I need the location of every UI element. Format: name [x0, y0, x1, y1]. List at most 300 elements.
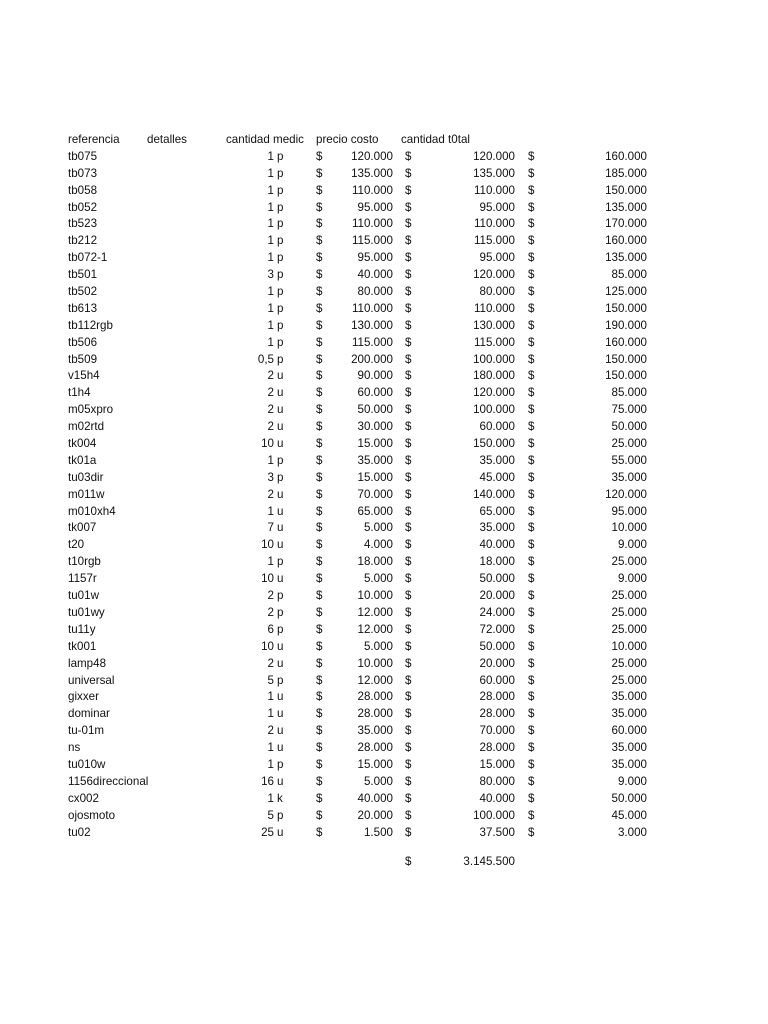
cell-currency-total: $ [405, 521, 412, 535]
cell-precio-venta: 25.000 [611, 673, 647, 687]
cell-referencia: t10rgb [68, 555, 101, 569]
cell-currency-costo: $ [316, 791, 323, 805]
cell-precio-costo: 130.000 [351, 318, 393, 332]
cell-referencia: tu01wy [68, 605, 105, 619]
table-row [0, 301, 768, 318]
cell-precio-costo: 5.000 [363, 521, 393, 535]
header-cantidad-medida: cantidad medic [226, 133, 304, 146]
cell-currency-venta: $ [528, 268, 535, 282]
cell-unidad: p [277, 589, 284, 603]
table-row [0, 571, 768, 588]
cell-currency-venta: $ [528, 352, 535, 366]
cell-referencia: tb523 [68, 217, 98, 231]
cell-unidad: u [277, 538, 284, 552]
cell-unidad: p [277, 335, 284, 349]
cell-referencia: ns [68, 741, 81, 755]
cell-currency-costo: $ [316, 504, 323, 518]
cell-referencia: dominar [68, 707, 110, 721]
cell-precio-costo: 90.000 [357, 369, 393, 383]
cell-cantidad: 2 [267, 724, 274, 738]
cell-currency-costo: $ [316, 757, 323, 771]
cell-precio-costo: 115.000 [351, 335, 393, 349]
cell-currency-venta: $ [528, 741, 535, 755]
cell-precio-venta: 170.000 [605, 217, 647, 231]
cell-currency-total: $ [405, 301, 412, 315]
grand-total-currency: $ [405, 855, 412, 868]
cell-precio-venta: 10.000 [611, 639, 647, 653]
cell-cantidad-total: 80.000 [479, 285, 515, 299]
cell-currency-total: $ [405, 639, 412, 653]
cell-currency-venta: $ [528, 285, 535, 299]
cell-cantidad: 1 [267, 453, 274, 467]
cell-cantidad-total: 28.000 [479, 707, 515, 721]
cell-precio-venta: 9.000 [617, 538, 647, 552]
table-row [0, 757, 768, 774]
cell-referencia: cx002 [68, 791, 99, 805]
cell-cantidad: 1 [267, 200, 274, 214]
cell-precio-costo: 110.000 [351, 183, 393, 197]
cell-currency-costo: $ [316, 166, 323, 180]
cell-referencia: tb075 [68, 149, 98, 163]
cell-referencia: tu010w [68, 757, 106, 771]
cell-currency-venta: $ [528, 724, 535, 738]
cell-currency-costo: $ [316, 487, 323, 501]
cell-precio-costo: 20.000 [357, 808, 393, 822]
cell-cantidad-total: 140.000 [473, 487, 515, 501]
cell-cantidad-total: 110.000 [473, 217, 515, 231]
cell-precio-venta: 9.000 [617, 774, 647, 788]
grand-total-value: 3.145.500 [463, 855, 515, 868]
cell-precio-costo: 120.000 [351, 149, 393, 163]
cell-currency-venta: $ [528, 555, 535, 569]
cell-cantidad: 2 [267, 487, 274, 501]
cell-precio-costo: 95.000 [357, 200, 393, 214]
cell-currency-total: $ [405, 572, 412, 586]
cell-currency-venta: $ [528, 572, 535, 586]
cell-unidad: u [277, 437, 284, 451]
cell-precio-venta: 160.000 [605, 234, 647, 248]
table-row [0, 250, 768, 267]
cell-referencia: t1h4 [68, 386, 91, 400]
cell-cantidad: 1 [267, 791, 274, 805]
cell-currency-venta: $ [528, 605, 535, 619]
cell-currency-venta: $ [528, 403, 535, 417]
table-row [0, 605, 768, 622]
cell-cantidad-total: 110.000 [473, 183, 515, 197]
cell-referencia: tb112rgb [68, 318, 113, 332]
cell-currency-total: $ [405, 808, 412, 822]
cell-precio-costo: 5.000 [363, 774, 393, 788]
cell-cantidad-total: 18.000 [479, 555, 515, 569]
cell-currency-venta: $ [528, 318, 535, 332]
cell-currency-venta: $ [528, 335, 535, 349]
cell-unidad: p [277, 318, 284, 332]
cell-precio-costo: 110.000 [351, 301, 393, 315]
table-row [0, 453, 768, 470]
cell-referencia: 1157r [68, 572, 97, 586]
cell-cantidad-total: 45.000 [479, 470, 515, 484]
table-row [0, 740, 768, 757]
cell-precio-costo: 40.000 [357, 268, 393, 282]
table-row [0, 368, 768, 385]
cell-currency-costo: $ [316, 724, 323, 738]
cell-cantidad-total: 35.000 [479, 453, 515, 467]
cell-currency-venta: $ [528, 386, 535, 400]
cell-unidad: p [277, 301, 284, 315]
table-row [0, 200, 768, 217]
cell-unidad: p [277, 352, 284, 366]
cell-unidad: u [277, 572, 284, 586]
table-row [0, 267, 768, 284]
cell-currency-venta: $ [528, 453, 535, 467]
cell-cantidad: 2 [267, 386, 274, 400]
cell-currency-costo: $ [316, 268, 323, 282]
table-row [0, 318, 768, 335]
cell-unidad: p [277, 622, 284, 636]
cell-currency-venta: $ [528, 200, 535, 214]
cell-currency-costo: $ [316, 251, 323, 265]
cell-currency-venta: $ [528, 589, 535, 603]
cell-unidad: p [277, 673, 284, 687]
table-row [0, 791, 768, 808]
cell-currency-costo: $ [316, 200, 323, 214]
cell-cantidad-total: 50.000 [479, 639, 515, 653]
cell-cantidad-total: 70.000 [479, 724, 515, 738]
cell-referencia: lamp48 [68, 656, 107, 670]
cell-referencia: ojosmoto [68, 808, 116, 822]
cell-cantidad-total: 40.000 [479, 538, 515, 552]
cell-currency-venta: $ [528, 757, 535, 771]
cell-currency-costo: $ [316, 369, 323, 383]
cell-referencia: m010xh4 [68, 504, 116, 518]
cell-cantidad: 1 [267, 504, 274, 518]
table-row [0, 656, 768, 673]
cell-precio-venta: 160.000 [605, 335, 647, 349]
cell-cantidad: 1 [267, 183, 274, 197]
cell-precio-costo: 10.000 [357, 589, 393, 603]
cell-currency-total: $ [405, 437, 412, 451]
cell-referencia: tb072-1 [68, 251, 108, 265]
cell-precio-venta: 135.000 [605, 251, 647, 265]
cell-currency-total: $ [405, 420, 412, 434]
cell-currency-costo: $ [316, 470, 323, 484]
cell-cantidad-total: 150.000 [473, 437, 515, 451]
cell-currency-total: $ [405, 690, 412, 704]
cell-unidad: u [277, 521, 284, 535]
cell-precio-venta: 190.000 [605, 318, 647, 332]
cell-precio-venta: 45.000 [611, 808, 647, 822]
cell-cantidad: 1 [267, 166, 274, 180]
cell-precio-venta: 60.000 [611, 724, 647, 738]
cell-unidad: p [277, 200, 284, 214]
cell-precio-costo: 30.000 [357, 420, 393, 434]
cell-currency-costo: $ [316, 149, 323, 163]
cell-currency-costo: $ [316, 285, 323, 299]
cell-unidad: u [277, 656, 284, 670]
cell-referencia: tk007 [68, 521, 97, 535]
cell-cantidad-total: 35.000 [479, 521, 515, 535]
cell-currency-total: $ [405, 673, 412, 687]
cell-currency-venta: $ [528, 217, 535, 231]
cell-precio-venta: 10.000 [611, 521, 647, 535]
cell-currency-venta: $ [528, 437, 535, 451]
cell-cantidad: 1 [267, 318, 274, 332]
cell-cantidad: 0,5 [257, 352, 274, 366]
cell-precio-costo: 35.000 [357, 453, 393, 467]
cell-unidad: u [277, 690, 284, 704]
cell-cantidad: 5 [267, 808, 274, 822]
cell-currency-venta: $ [528, 504, 535, 518]
cell-currency-costo: $ [316, 656, 323, 670]
cell-precio-venta: 3.000 [617, 825, 647, 839]
cell-cantidad: 1 [267, 555, 274, 569]
cell-currency-venta: $ [528, 656, 535, 670]
table-row [0, 723, 768, 740]
cell-cantidad: 3 [267, 268, 274, 282]
cell-precio-venta: 25.000 [611, 555, 647, 569]
cell-precio-venta: 25.000 [611, 622, 647, 636]
cell-precio-costo: 1.500 [363, 825, 393, 839]
cell-precio-venta: 35.000 [611, 707, 647, 721]
cell-precio-costo: 28.000 [357, 741, 393, 755]
cell-currency-venta: $ [528, 420, 535, 434]
cell-referencia: tb613 [68, 301, 98, 315]
cell-cantidad-total: 65.000 [479, 504, 515, 518]
cell-cantidad-total: 50.000 [479, 572, 515, 586]
cell-precio-venta: 150.000 [605, 183, 647, 197]
table-row [0, 673, 768, 690]
cell-currency-venta: $ [528, 622, 535, 636]
cell-currency-total: $ [405, 183, 412, 197]
cell-cantidad-total: 115.000 [473, 234, 515, 248]
cell-currency-venta: $ [528, 639, 535, 653]
cell-currency-total: $ [405, 791, 412, 805]
table-row [0, 436, 768, 453]
cell-currency-costo: $ [316, 555, 323, 569]
cell-unidad: p [277, 251, 284, 265]
cell-referencia: tk01a [68, 453, 97, 467]
cell-precio-costo: 35.000 [357, 724, 393, 738]
cell-currency-venta: $ [528, 774, 535, 788]
cell-cantidad: 1 [267, 707, 274, 721]
cell-currency-total: $ [405, 251, 412, 265]
cell-referencia: m05xpro [68, 403, 114, 417]
cell-cantidad: 6 [267, 622, 274, 636]
cell-referencia: tu03dir [68, 470, 104, 484]
cell-unidad: u [277, 724, 284, 738]
cell-precio-venta: 160.000 [605, 149, 647, 163]
cell-unidad: p [277, 757, 284, 771]
cell-precio-venta: 25.000 [611, 589, 647, 603]
cell-currency-costo: $ [316, 234, 323, 248]
cell-currency-costo: $ [316, 741, 323, 755]
cell-precio-venta: 25.000 [611, 605, 647, 619]
cell-cantidad-total: 95.000 [479, 251, 515, 265]
cell-currency-total: $ [405, 757, 412, 771]
cell-precio-venta: 75.000 [611, 403, 647, 417]
cell-referencia: tu11y [68, 622, 96, 636]
cell-unidad: p [277, 555, 284, 569]
cell-precio-costo: 10.000 [357, 656, 393, 670]
cell-cantidad: 2 [267, 589, 274, 603]
table-row [0, 352, 768, 369]
cell-referencia: t20 [68, 538, 85, 552]
cell-cantidad: 2 [267, 420, 274, 434]
table-row [0, 284, 768, 301]
cell-currency-total: $ [405, 605, 412, 619]
cell-cantidad-total: 24.000 [479, 605, 515, 619]
cell-precio-venta: 55.000 [611, 453, 647, 467]
cell-currency-venta: $ [528, 487, 535, 501]
cell-unidad: u [277, 741, 284, 755]
cell-currency-venta: $ [528, 234, 535, 248]
cell-cantidad: 1 [267, 690, 274, 704]
cell-referencia: m02rtd [68, 420, 105, 434]
cell-unidad: p [277, 166, 284, 180]
cell-cantidad-total: 115.000 [473, 335, 515, 349]
cell-precio-venta: 150.000 [605, 369, 647, 383]
cell-currency-costo: $ [316, 420, 323, 434]
cell-unidad: u [277, 386, 284, 400]
cell-cantidad: 10 [261, 639, 274, 653]
cell-currency-costo: $ [316, 639, 323, 653]
cell-unidad: p [277, 149, 284, 163]
cell-currency-costo: $ [316, 521, 323, 535]
cell-unidad: p [277, 453, 284, 467]
cell-currency-costo: $ [316, 572, 323, 586]
table-row [0, 774, 768, 791]
cell-cantidad: 1 [267, 149, 274, 163]
cell-referencia: 1156direccional [68, 774, 149, 788]
table-row [0, 402, 768, 419]
cell-currency-costo: $ [316, 774, 323, 788]
cell-currency-total: $ [405, 470, 412, 484]
cell-currency-venta: $ [528, 166, 535, 180]
cell-currency-venta: $ [528, 251, 535, 265]
cell-unidad: u [277, 487, 284, 501]
cell-referencia: tb501 [68, 268, 98, 282]
cell-cantidad-total: 180.000 [473, 369, 515, 383]
cell-currency-total: $ [405, 724, 412, 738]
table-body [0, 149, 768, 842]
cell-currency-venta: $ [528, 825, 535, 839]
cell-currency-costo: $ [316, 217, 323, 231]
cell-cantidad: 1 [267, 301, 274, 315]
cell-currency-costo: $ [316, 538, 323, 552]
cell-currency-costo: $ [316, 707, 323, 721]
cell-precio-costo: 200.000 [351, 352, 393, 366]
cell-cantidad: 2 [267, 403, 274, 417]
cell-unidad: p [277, 234, 284, 248]
table-row [0, 639, 768, 656]
cell-cantidad: 2 [267, 369, 274, 383]
cell-cantidad: 1 [267, 757, 274, 771]
cell-cantidad: 10 [261, 538, 274, 552]
cell-unidad: p [277, 217, 284, 231]
cell-referencia: universal [68, 673, 115, 687]
cell-currency-venta: $ [528, 470, 535, 484]
cell-precio-costo: 135.000 [351, 166, 393, 180]
cell-cantidad-total: 20.000 [479, 656, 515, 670]
cell-currency-total: $ [405, 487, 412, 501]
cell-precio-venta: 85.000 [611, 386, 647, 400]
cell-currency-costo: $ [316, 183, 323, 197]
cell-precio-costo: 28.000 [357, 707, 393, 721]
cell-currency-costo: $ [316, 605, 323, 619]
cell-cantidad: 1 [267, 285, 274, 299]
cell-cantidad-total: 120.000 [473, 386, 515, 400]
cell-precio-costo: 18.000 [357, 555, 393, 569]
cell-unidad: p [277, 605, 284, 619]
cell-currency-costo: $ [316, 808, 323, 822]
cell-currency-total: $ [405, 538, 412, 552]
cell-cantidad-total: 72.000 [479, 622, 515, 636]
cell-currency-total: $ [405, 589, 412, 603]
cell-currency-venta: $ [528, 808, 535, 822]
cell-unidad: p [277, 183, 284, 197]
cell-cantidad-total: 100.000 [473, 352, 515, 366]
cell-currency-total: $ [405, 369, 412, 383]
cell-cantidad: 5 [267, 673, 274, 687]
cell-cantidad: 10 [261, 572, 274, 586]
table-row [0, 470, 768, 487]
cell-cantidad: 1 [267, 335, 274, 349]
cell-referencia: tb073 [68, 166, 98, 180]
cell-currency-total: $ [405, 825, 412, 839]
table-row [0, 808, 768, 825]
cell-currency-venta: $ [528, 791, 535, 805]
cell-precio-venta: 50.000 [611, 420, 647, 434]
cell-currency-venta: $ [528, 183, 535, 197]
cell-cantidad-total: 120.000 [473, 268, 515, 282]
cell-precio-costo: 40.000 [357, 791, 393, 805]
cell-cantidad-total: 95.000 [479, 200, 515, 214]
cell-currency-venta: $ [528, 690, 535, 704]
cell-referencia: tb058 [68, 183, 98, 197]
cell-currency-costo: $ [316, 453, 323, 467]
header-precio-costo: precio costo [316, 133, 379, 146]
header-row [0, 132, 768, 149]
table-row [0, 149, 768, 166]
cell-referencia: tu-01m [68, 724, 105, 738]
cell-cantidad: 2 [267, 656, 274, 670]
cell-cantidad-total: 135.000 [473, 166, 515, 180]
cell-cantidad-total: 28.000 [479, 690, 515, 704]
cell-currency-venta: $ [528, 673, 535, 687]
cell-precio-venta: 9.000 [617, 572, 647, 586]
cell-currency-venta: $ [528, 369, 535, 383]
cell-currency-costo: $ [316, 622, 323, 636]
header-detalles: detalles [147, 133, 187, 146]
cell-precio-venta: 35.000 [611, 470, 647, 484]
cell-currency-total: $ [405, 217, 412, 231]
cell-precio-venta: 35.000 [611, 757, 647, 771]
cell-precio-venta: 35.000 [611, 690, 647, 704]
cell-currency-costo: $ [316, 403, 323, 417]
cell-precio-venta: 150.000 [605, 301, 647, 315]
cell-currency-total: $ [405, 335, 412, 349]
table-row [0, 588, 768, 605]
cell-unidad: p [277, 808, 284, 822]
cell-currency-costo: $ [316, 301, 323, 315]
cell-precio-costo: 110.000 [351, 217, 393, 231]
cell-precio-costo: 15.000 [357, 437, 393, 451]
cell-precio-venta: 120.000 [605, 487, 647, 501]
cell-currency-venta: $ [528, 301, 535, 315]
cell-cantidad-total: 100.000 [473, 403, 515, 417]
cell-cantidad: 1 [267, 234, 274, 248]
cell-cantidad-total: 130.000 [473, 318, 515, 332]
